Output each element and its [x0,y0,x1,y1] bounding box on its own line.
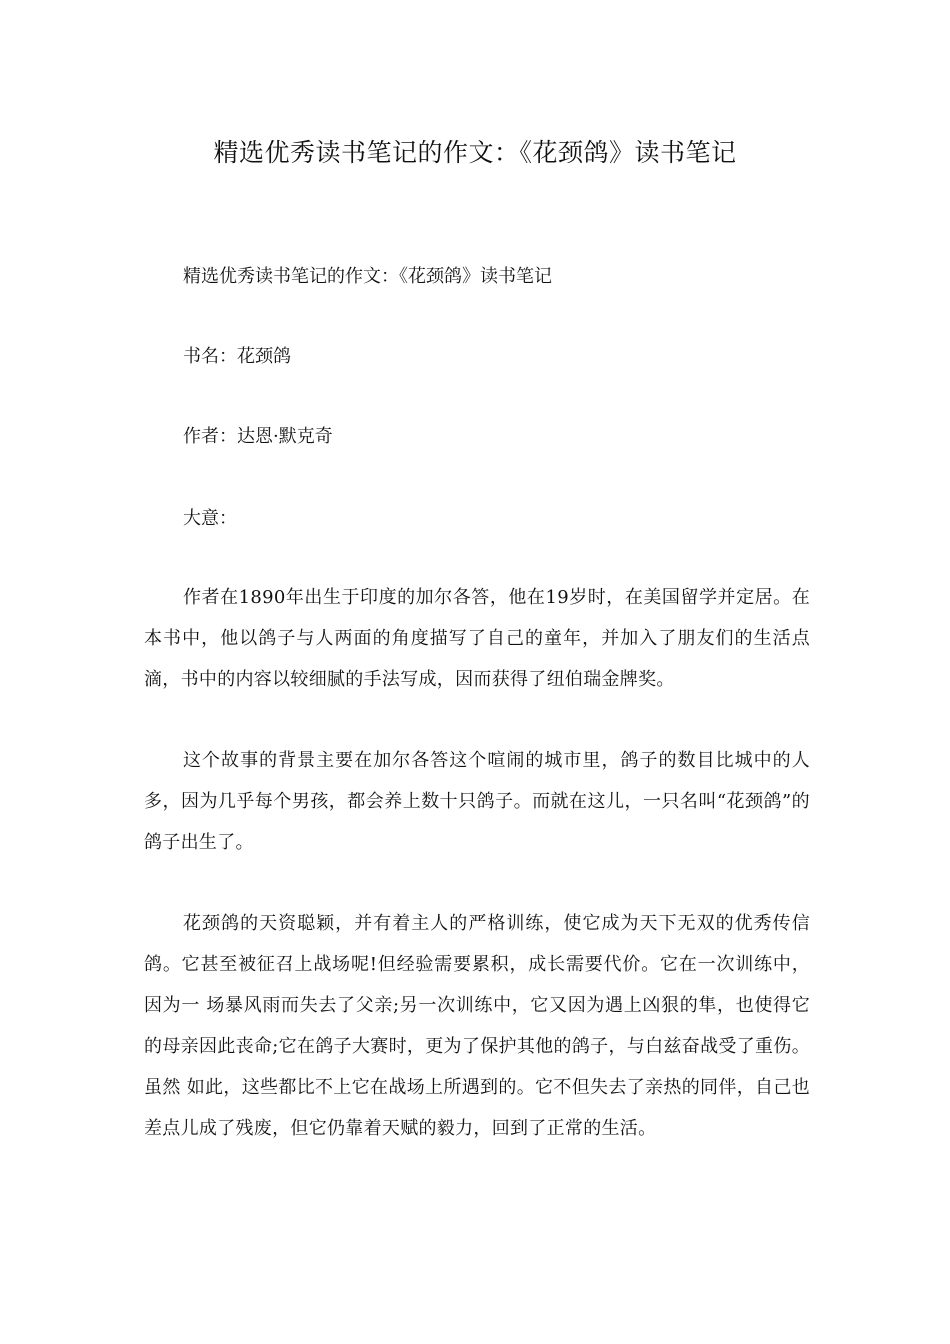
document-subtitle: 精选优秀读书笔记的作文：《花颈鸽》读书笔记 [183,266,552,287]
paragraph-story-setting: 这个故事的背景主要在加尔各答这个喧闹的城市里，鸽子的数目比城中的人多，因为几乎每个男孩，都会养上数十只鸽子。而就在这儿，一只名叫“花颈鸽”的鸽子出生了。 [144,750,810,853]
book-name-line: 书名：花颈鸽 [183,346,291,367]
document-title: 精选优秀读书笔记的作文：《花颈鸽》读书笔记 [213,138,737,167]
summary-label: 大意： [183,508,237,529]
paragraph-pigeon-story: 花颈鸽的天资聪颖，并有着主人的严格训练，使它成为天下无双的优秀传信鸽。它甚至被征召上战场呢!但经验需要累积，成长需要代价。它在一次训练中，因为一 场暴风雨而失去了父亲;另一次训练中，它又因为遇上凶狠的隼，也使得它的母亲因此丧命;它在鸽子大赛时，更为了保护其他的鸽子，与白兹奋战受了重伤。虽然 如此，这些都比不上它在战场上所遇到的。它不但失去了亲热的同伴，自己也差点儿成了残废，但它仍靠着天赋的毅力，回到了正常的生活。 [144,913,810,1139]
author-line: 作者：达恩·默克奇 [183,426,333,447]
paragraph-author-background: 作者在1890年出生于印度的加尔各答，他在19岁时，在美国留学并定居。在本书中，他以鸽子与人两面的角度描写了自己的童年，并加入了朋友们的生活点滴，书中的内容以较细腻的手法写成，因而获得了纽伯瑞金牌奖。 [144,587,810,690]
